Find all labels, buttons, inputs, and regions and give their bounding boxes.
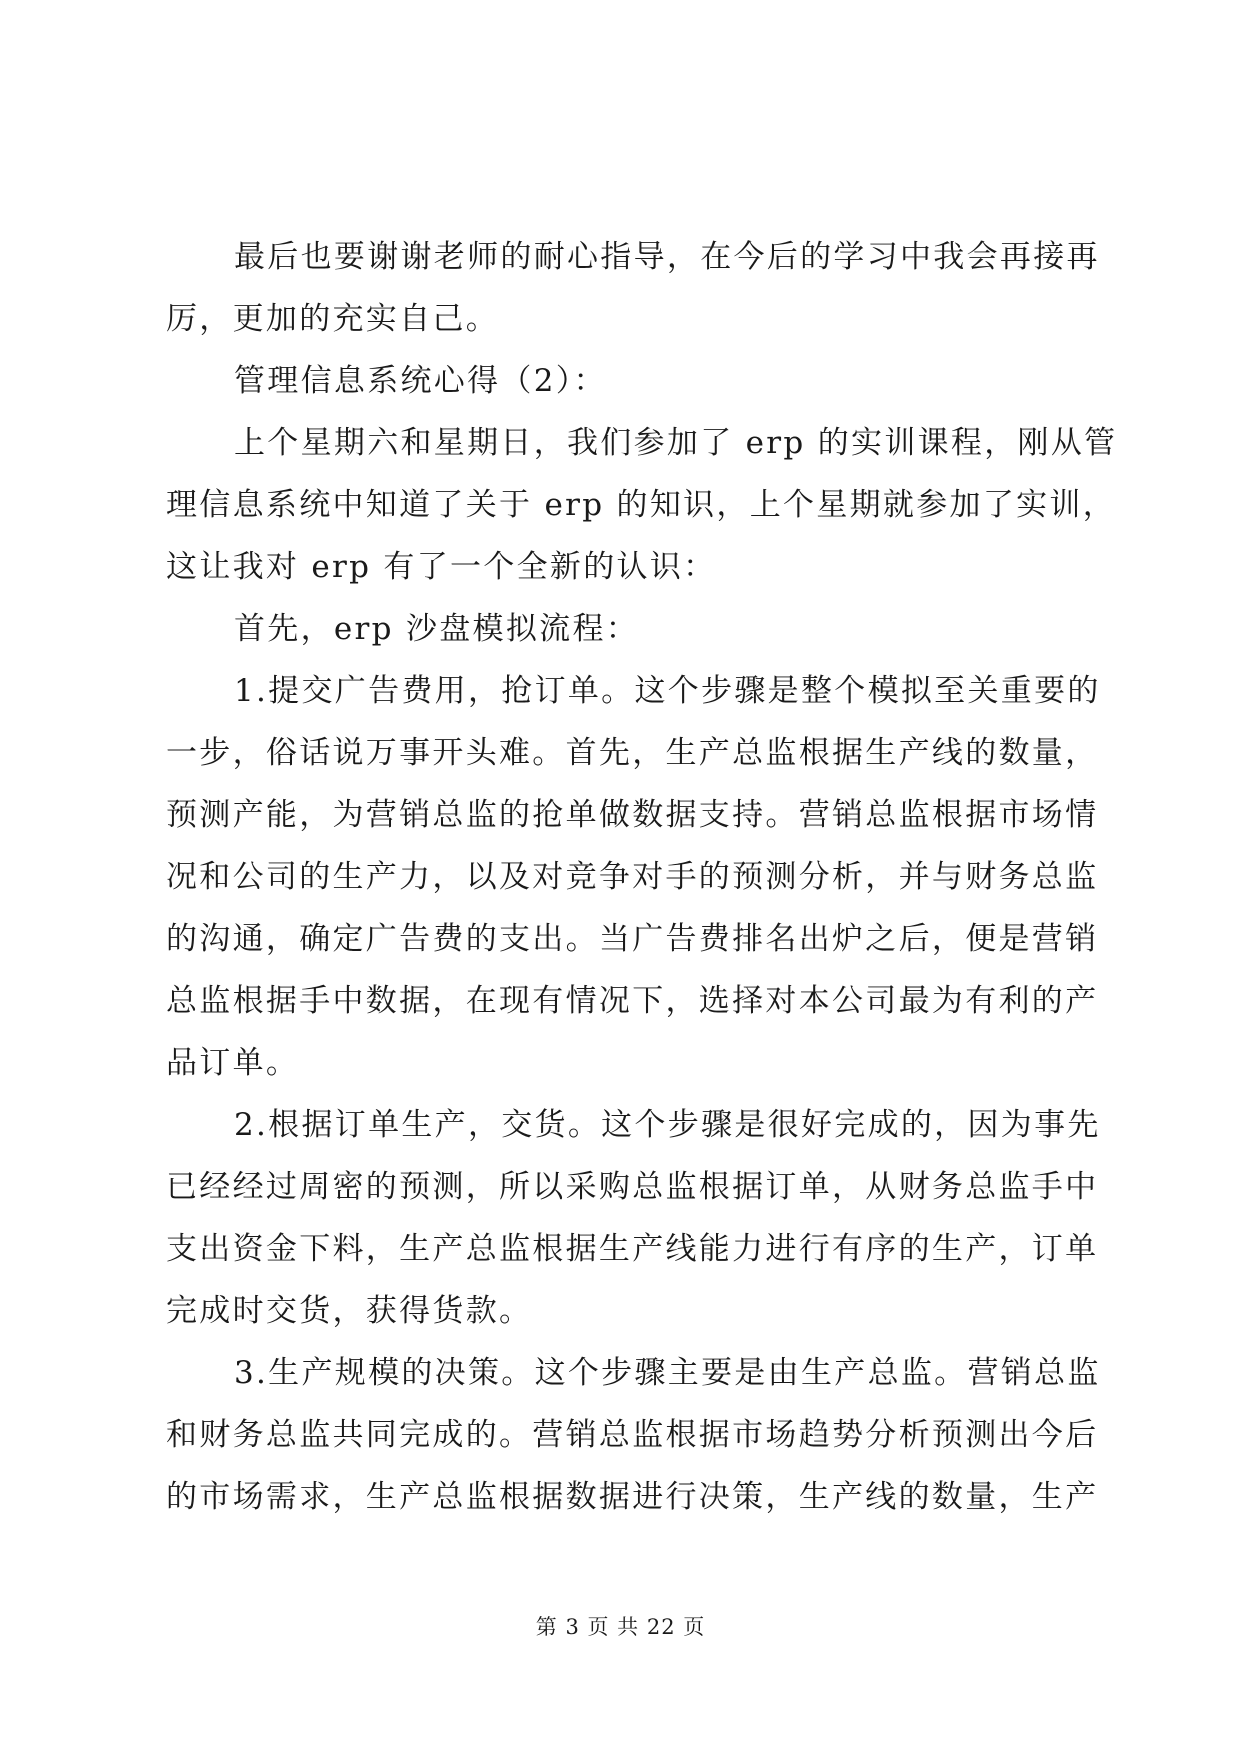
paragraph-line: 总监根据手中数据，在现有情况下，选择对本公司最为有利的产 (166, 983, 1099, 1019)
paragraph-line: 品订单。 (166, 1045, 300, 1081)
paragraph-line: 已经经过周密的预测，所以采购总监根据订单，从财务总监手中 (166, 1169, 1099, 1205)
paragraph-line: 一步，俗话说万事开头难。首先，生产总监根据生产线的数量， (166, 735, 1099, 771)
paragraph-line: 预测产能，为营销总监的抢单做数据支持。营销总监根据市场情 (166, 797, 1099, 833)
paragraph-line: 厉，更加的充实自己。 (166, 301, 499, 337)
paragraph-line: 这让我对 erp 有了一个全新的认识： (166, 549, 717, 585)
paragraph-line: 和财务总监共同完成的。营销总监根据市场趋势分析预测出今后 (166, 1417, 1099, 1453)
paragraph-line: 支出资金下料，生产总监根据生产线能力进行有序的生产，订单 (166, 1231, 1099, 1267)
paragraph-line: 3.生产规模的决策。这个步骤主要是由生产总监。营销总监 (234, 1355, 1101, 1391)
paragraph-line: 理信息系统中知道了关于 erp 的知识，上个星期就参加了实训， (166, 487, 1117, 523)
page-number: 第 3 页 共 22 页 (535, 1615, 706, 1639)
paragraph-line: 1.提交广告费用，抢订单。这个步骤是整个模拟至关重要的 (234, 673, 1101, 709)
paragraph-line: 的市场需求，生产总监根据数据进行决策，生产线的数量，生产 (166, 1479, 1099, 1515)
paragraph-line: 2.根据订单生产，交货。这个步骤是很好完成的，因为事先 (234, 1107, 1101, 1143)
paragraph-line: 最后也要谢谢老师的耐心指导，在今后的学习中我会再接再 (234, 239, 1100, 275)
paragraph-line: 的沟通，确定广告费的支出。当广告费排名出炉之后，便是营销 (166, 921, 1099, 957)
paragraph-line: 完成时交货，获得货款。 (166, 1293, 533, 1329)
paragraph-line: 首先，erp 沙盘模拟流程： (234, 611, 640, 647)
section-heading: 管理信息系统心得（2）： (234, 363, 607, 399)
paragraph-line: 况和公司的生产力，以及对竞争对手的预测分析，并与财务总监 (166, 859, 1099, 895)
paragraph-line: 上个星期六和星期日，我们参加了 erp 的实训课程，刚从管 (234, 425, 1118, 461)
document-body (166, 226, 1118, 1528)
page-footer (0, 1612, 1241, 1642)
